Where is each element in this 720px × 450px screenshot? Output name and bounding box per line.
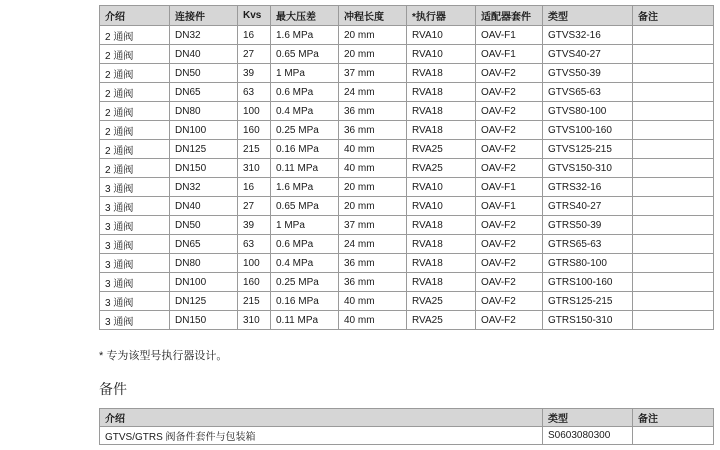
table-cell: 27 <box>238 45 271 64</box>
table-cell: RVA25 <box>407 140 476 159</box>
header-type: 类型 <box>543 6 633 26</box>
table-cell: 20 mm <box>339 45 407 64</box>
table-cell: GTVS32-16 <box>543 26 633 45</box>
table-cell: RVA10 <box>407 26 476 45</box>
table-cell: OAV-F2 <box>476 64 543 83</box>
table-cell <box>633 83 714 102</box>
table-cell: 16 <box>238 178 271 197</box>
table-cell: 20 mm <box>339 178 407 197</box>
table-cell: GTVS50-39 <box>543 64 633 83</box>
table-cell: 100 <box>238 102 271 121</box>
table-cell <box>633 159 714 178</box>
table-cell: 36 mm <box>339 254 407 273</box>
table-cell: 160 <box>238 273 271 292</box>
parts-section-title: 备件 <box>99 381 127 397</box>
header-description: 介绍 <box>100 409 543 427</box>
header-max-pressure: 最大压差 <box>271 6 339 26</box>
table-cell: OAV-F1 <box>476 26 543 45</box>
table-cell <box>633 235 714 254</box>
table-cell: 100 <box>238 254 271 273</box>
table-header-row <box>100 6 714 26</box>
table-cell: RVA18 <box>407 216 476 235</box>
table-cell: 36 mm <box>339 273 407 292</box>
table-cell: 310 <box>238 159 271 178</box>
table-cell <box>633 254 714 273</box>
table-cell: DN40 <box>170 45 238 64</box>
table-cell: 2 通阀 <box>100 140 170 159</box>
table-cell: RVA18 <box>407 235 476 254</box>
table-cell: 2 通阀 <box>100 121 170 140</box>
table-cell: RVA18 <box>407 254 476 273</box>
table-cell: OAV-F2 <box>476 235 543 254</box>
table-cell: 0.25 MPa <box>271 273 339 292</box>
table-cell <box>633 292 714 311</box>
table-row <box>100 45 714 64</box>
table-cell: GTVS/GTRS 阀备件套件与包装箱 <box>100 427 543 445</box>
table-cell: OAV-F2 <box>476 311 543 330</box>
table-cell: 2 通阀 <box>100 102 170 121</box>
table-cell <box>633 273 714 292</box>
header-remarks: 备注 <box>633 409 714 427</box>
table-cell: 2 通阀 <box>100 64 170 83</box>
table-cell: 3 通阀 <box>100 197 170 216</box>
table-cell: 0.6 MPa <box>271 235 339 254</box>
table-cell: 3 通阀 <box>100 292 170 311</box>
table-cell: GTVS150-310 <box>543 159 633 178</box>
table-cell: 215 <box>238 292 271 311</box>
table-cell <box>633 64 714 83</box>
header-adapter-kit: 适配器套件 <box>476 6 543 26</box>
table-cell: RVA18 <box>407 83 476 102</box>
table-cell: 0.4 MPa <box>271 102 339 121</box>
table-cell: OAV-F2 <box>476 121 543 140</box>
table-cell: 63 <box>238 83 271 102</box>
table-cell: 1 MPa <box>271 216 339 235</box>
table-cell: DN100 <box>170 121 238 140</box>
table-cell: RVA10 <box>407 45 476 64</box>
table-cell: RVA10 <box>407 197 476 216</box>
table-cell: 24 mm <box>339 83 407 102</box>
table-cell: 40 mm <box>339 140 407 159</box>
table-cell: RVA25 <box>407 292 476 311</box>
table-row <box>100 121 714 140</box>
table-row <box>100 140 714 159</box>
table-cell: RVA18 <box>407 64 476 83</box>
table-cell: S0603080300 <box>543 427 633 445</box>
table-cell <box>633 197 714 216</box>
table-cell: DN150 <box>170 311 238 330</box>
table-cell: 160 <box>238 121 271 140</box>
table-cell: GTVS65-63 <box>543 83 633 102</box>
table-cell: DN125 <box>170 140 238 159</box>
table-cell: 40 mm <box>339 311 407 330</box>
table-cell: OAV-F1 <box>476 45 543 64</box>
table-cell: 16 <box>238 26 271 45</box>
table-cell: OAV-F2 <box>476 102 543 121</box>
footnote: * 专为该型号执行器设计。 <box>99 350 228 362</box>
table-cell: 310 <box>238 311 271 330</box>
table-cell: 0.11 MPa <box>271 311 339 330</box>
table-cell: 0.65 MPa <box>271 197 339 216</box>
table-cell: 24 mm <box>339 235 407 254</box>
table-cell <box>633 178 714 197</box>
table-cell: GTVS125-215 <box>543 140 633 159</box>
table-cell: DN80 <box>170 102 238 121</box>
table-cell: 2 通阀 <box>100 26 170 45</box>
table-cell: DN50 <box>170 216 238 235</box>
table-cell: RVA18 <box>407 273 476 292</box>
table-cell: DN40 <box>170 197 238 216</box>
table-cell: 20 mm <box>339 26 407 45</box>
table-cell: 0.16 MPa <box>271 140 339 159</box>
table-cell: OAV-F2 <box>476 159 543 178</box>
table-cell: GTRS125-215 <box>543 292 633 311</box>
table-cell: 63 <box>238 235 271 254</box>
table-row <box>100 292 714 311</box>
header-actuator: *执行器 <box>407 6 476 26</box>
table-cell <box>633 216 714 235</box>
table-cell: OAV-F1 <box>476 178 543 197</box>
header-connection: 连接件 <box>170 6 238 26</box>
table-cell: RVA25 <box>407 311 476 330</box>
table-cell: 0.65 MPa <box>271 45 339 64</box>
table-cell <box>633 102 714 121</box>
table-cell: RVA10 <box>407 178 476 197</box>
table-cell: 39 <box>238 64 271 83</box>
table-row <box>100 64 714 83</box>
table-row <box>100 311 714 330</box>
table-cell: 40 mm <box>339 159 407 178</box>
table-row <box>100 178 714 197</box>
table-cell: 39 <box>238 216 271 235</box>
table-cell: 40 mm <box>339 292 407 311</box>
table-cell: RVA18 <box>407 121 476 140</box>
table-row <box>100 235 714 254</box>
table-cell: 0.25 MPa <box>271 121 339 140</box>
table-cell: GTRS65-63 <box>543 235 633 254</box>
table-cell: GTRS40-27 <box>543 197 633 216</box>
table-cell: RVA18 <box>407 102 476 121</box>
table-cell <box>633 121 714 140</box>
table-cell <box>633 427 714 445</box>
table-cell: DN65 <box>170 83 238 102</box>
table-cell: 1 MPa <box>271 64 339 83</box>
header-kvs: Kvs <box>238 6 271 26</box>
table-row <box>100 26 714 45</box>
table-cell: 36 mm <box>339 121 407 140</box>
table-cell: GTVS100-160 <box>543 121 633 140</box>
table-cell: DN100 <box>170 273 238 292</box>
table-row <box>100 216 714 235</box>
table-cell: DN150 <box>170 159 238 178</box>
table-cell: 0.4 MPa <box>271 254 339 273</box>
table-cell: OAV-F2 <box>476 216 543 235</box>
table-cell: GTRS150-310 <box>543 311 633 330</box>
table-cell: OAV-F2 <box>476 292 543 311</box>
table-cell: OAV-F2 <box>476 83 543 102</box>
table-row <box>100 83 714 102</box>
table-cell: DN50 <box>170 64 238 83</box>
table-cell: 3 通阀 <box>100 178 170 197</box>
table-cell: 37 mm <box>339 64 407 83</box>
table-row <box>100 102 714 121</box>
table-cell: OAV-F2 <box>476 140 543 159</box>
table-cell <box>633 45 714 64</box>
table-cell: GTRS80-100 <box>543 254 633 273</box>
table-cell: 37 mm <box>339 216 407 235</box>
table-cell: 3 通阀 <box>100 273 170 292</box>
table-cell: 20 mm <box>339 197 407 216</box>
table-cell: 0.11 MPa <box>271 159 339 178</box>
table-header-row <box>100 409 714 427</box>
table-cell: 3 通阀 <box>100 311 170 330</box>
table-cell: 2 通阀 <box>100 83 170 102</box>
table-cell: DN80 <box>170 254 238 273</box>
table-cell: GTRS32-16 <box>543 178 633 197</box>
table-cell: 2 通阀 <box>100 159 170 178</box>
table-row <box>100 273 714 292</box>
table-cell: 1.6 MPa <box>271 178 339 197</box>
table-row <box>100 254 714 273</box>
table-cell: 2 通阀 <box>100 45 170 64</box>
spare-parts-table <box>99 408 714 445</box>
table-cell: OAV-F1 <box>476 197 543 216</box>
table-cell: DN32 <box>170 26 238 45</box>
table-cell: 36 mm <box>339 102 407 121</box>
header-type: 类型 <box>543 409 633 427</box>
table-cell: GTVS80-100 <box>543 102 633 121</box>
table-cell <box>633 311 714 330</box>
header-stroke: 冲程长度 <box>339 6 407 26</box>
table-row <box>100 159 714 178</box>
table-cell: 1.6 MPa <box>271 26 339 45</box>
table-cell: DN32 <box>170 178 238 197</box>
table-cell <box>633 140 714 159</box>
table-cell: 215 <box>238 140 271 159</box>
table-cell: 0.16 MPa <box>271 292 339 311</box>
table-cell: 0.6 MPa <box>271 83 339 102</box>
table-cell: OAV-F2 <box>476 273 543 292</box>
table-cell: DN125 <box>170 292 238 311</box>
table-cell: DN65 <box>170 235 238 254</box>
header-remarks: 备注 <box>633 6 714 26</box>
table-cell: 27 <box>238 197 271 216</box>
table-cell: GTRS50-39 <box>543 216 633 235</box>
table-row <box>100 197 714 216</box>
valve-spec-table <box>99 5 714 330</box>
table-cell: GTVS40-27 <box>543 45 633 64</box>
table-cell: 3 通阀 <box>100 216 170 235</box>
header-description: 介绍 <box>100 6 170 26</box>
table-cell: GTRS100-160 <box>543 273 633 292</box>
table-cell <box>633 26 714 45</box>
table-cell: 3 通阀 <box>100 235 170 254</box>
table-row <box>100 427 714 445</box>
table-cell: RVA25 <box>407 159 476 178</box>
table-cell: 3 通阀 <box>100 254 170 273</box>
table-cell: OAV-F2 <box>476 254 543 273</box>
